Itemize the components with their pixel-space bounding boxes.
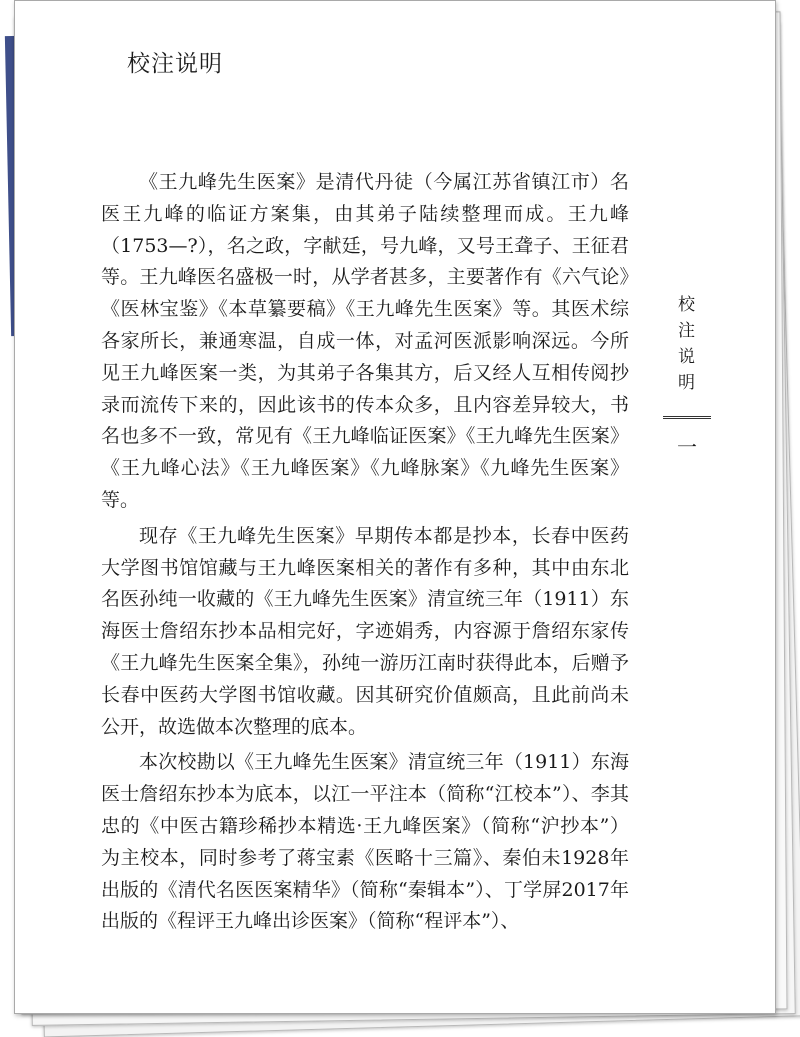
paragraph-2: 现存《王九峰先生医案》早期传本都是抄本，长春中医药大学图书馆馆藏与王九峰医案相关的著作有多种，其中由东北名医孙纯一收藏的《王九峰先生医案》清宣统三年（1911）东海医士詹绍东抄本品相完好，字迹娟秀，内容源于詹绍东家传《王九峰先生医案全集》，孙纯一游历江南时获得此本，后赠予长春中医药大学图书馆收藏。因其研究价值颇高，且此前尚未公开，故选做本次整理的底本。 [101,524,629,738]
side-divider [663,416,711,419]
running-side-title: 校注说明 [674,295,694,399]
paragraph-3: 本次校勘以《王九峰先生医案》清宣统三年（1911）东海医士詹绍东抄本为底本，以江一平注本（简称“江校本”）、李其忠的《中医古籍珍稀抄本精选·王九峰医案》（简称“沪抄本”）为主校本，同时参考了蒋宝素《医略十三篇》、秦伯未1928年出版的《清代名医医案精华》（简称“秦辑本”）、丁学屏2017年出版的《程评王九峰出诊医案》（简称“程评本”）、 [101,751,629,933]
paragraph-1: 《王九峰先生医案》是清代丹徒（今属江苏省镇江市）名医王九峰的临证方案集，由其弟子陆续整理而成。王九峰（1753—?），名之政，字献廷，号九峰，又号王聋子、王征君等。王九峰医名盛极一时，从学者甚多，主要著作有《六气论》《医林宝鉴》《本草纂要稿》《王九峰先生医案》等。其医术综各家所长，兼通寒温，自成一体，对孟河医派影响深远。今所见王九峰医案一类，为其弟子各集其方，后又经人互相传阅抄录而流传下来的，因此该书的传本众多，且内容差异较大，书名也多不一致，常见有《王九峰临证医案》《王九峰先生医案》《王九峰心法》《王九峰医案》《九峰脉案》《九峰先生医案》等。 [101,171,629,511]
page-number: 一 [677,435,697,459]
body-text [101,167,629,942]
page-heading: 校注说明 [127,51,223,77]
document-page [14,0,776,1014]
